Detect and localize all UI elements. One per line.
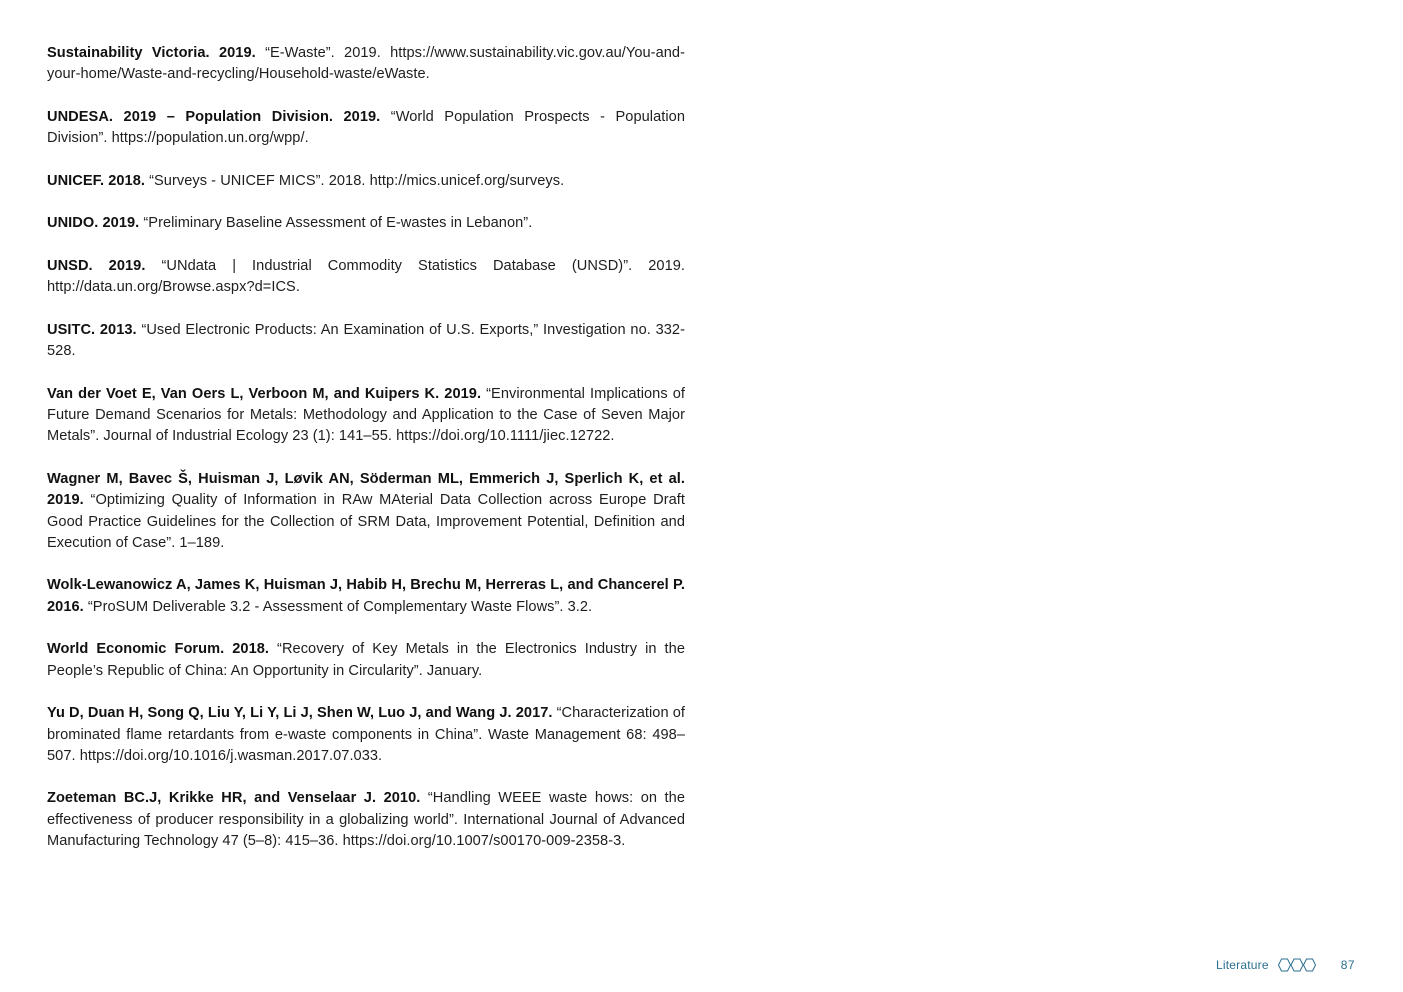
reference-authors: UNICEF. 2018. [47, 172, 145, 189]
three-hexagons-icon [1278, 958, 1318, 972]
reference-text: “E-Waste”. 2019. https://www.sustainability.vic.gov.au/You-and-your-home/Waste-and-recycling/Household-waste/eWaste. [47, 45, 685, 83]
reference-text: “Optimizing Quality of Information in RAw MAterial Data Collection across Europe Draft Good Practice Guidelines for the Collection of SRM Data, Improvement Potential, Definition and Execution of Case”. 1–189. [47, 492, 686, 551]
reference-authors: Wolk-Lewanowicz A, James K, Huisman J, Habib H, Brechu M, Herreras L, and Chancerel P. 2016. [47, 577, 685, 615]
reference-authors: UNIDO. 2019. [47, 215, 140, 232]
footer-section-title: Literature [1216, 958, 1269, 972]
reference-authors: Sustainability Victoria. 2019. [47, 45, 256, 61]
reference-authors: World Economic Forum. 2018. [47, 641, 270, 658]
reference-entry [47, 384, 685, 448]
reference-entry [47, 575, 685, 618]
reference-entry [47, 213, 685, 234]
reference-text: “Recovery of Key Metals in the Electronics Industry in the People’s Republic of China: An Opportunity in Circularity”. January. [47, 641, 685, 679]
reference-text: “Handling WEEE waste hows: on the effectiveness of producer responsibility in a globalizing world”. International Journal of Advanced Manufacturing Technology 47 (5–8): 415–36. https://doi.org/10.1007/s00170-009-2358-3. [47, 790, 685, 849]
reference-entry [47, 639, 685, 682]
reference-entry [47, 320, 685, 363]
reference-text: “Used Electronic Products: An Examination of U.S. Exports,” Investigation no. 332-528. [47, 321, 686, 360]
reference-authors: Wagner M, Bavec Š, Huisman J, Løvik AN, Söderman ML, Emmerich J, Sperlich K, et al. 2019. [47, 470, 685, 509]
reference-text: “UNdata | Industrial Commodity Statistics Database (UNSD)”. 2019. http://data.un.org/Browse.aspx?d=ICS. [47, 257, 686, 296]
reference-entry [47, 43, 685, 86]
reference-authors: USITC. 2013. [47, 321, 137, 338]
reference-entry [47, 171, 685, 192]
reference-text: “Characterization of brominated flame retardants from e-waste components in China”. Waste Management 68: 498–507. https://doi.org/10.1016/j.wasman.2017.07.033. [47, 705, 685, 764]
reference-authors: UNSD. 2019. [47, 257, 146, 274]
reference-entry [47, 107, 685, 150]
reference-entry [47, 703, 685, 767]
reference-text: “ProSUM Deliverable 3.2 - Assessment of Complementary Waste Flows”. 3.2. [87, 598, 593, 615]
reference-text: “Surveys - UNICEF MICS”. 2018. http://mics.unicef.org/surveys. [149, 172, 565, 189]
reference-entry [47, 256, 685, 299]
reference-authors: UNDESA. 2019 – Population Division. 2019. [47, 108, 381, 125]
reference-text: “World Population Prospects - Population Division”. https://population.un.org/wpp/. [47, 108, 685, 147]
reference-entry [47, 788, 685, 852]
reference-text: “Environmental Implications of Future Demand Scenarios for Metals: Methodology and Application to the Case of Seven Major Metals”. Journal of Industrial Ecology 23 (1): 141–55. https://doi.org/10.1111/jiec.12722. [47, 385, 685, 445]
reference-authors: Zoeteman BC.J, Krikke HR, and Venselaar J. 2010. [47, 790, 421, 807]
reference-authors: Yu D, Duan H, Song Q, Liu Y, Li Y, Li J, Shen W, Luo J, and Wang J. 2017. [47, 705, 553, 722]
page-footer [1216, 957, 1355, 973]
reference-authors: Van der Voet E, Van Oers L, Verboon M, and Kuipers K. 2019. [47, 385, 482, 402]
reference-list [47, 43, 685, 874]
reference-text: “Preliminary Baseline Assessment of E-wastes in Lebanon”. [143, 215, 533, 232]
page-number: 87 [1340, 958, 1356, 972]
reference-entry [47, 469, 685, 554]
